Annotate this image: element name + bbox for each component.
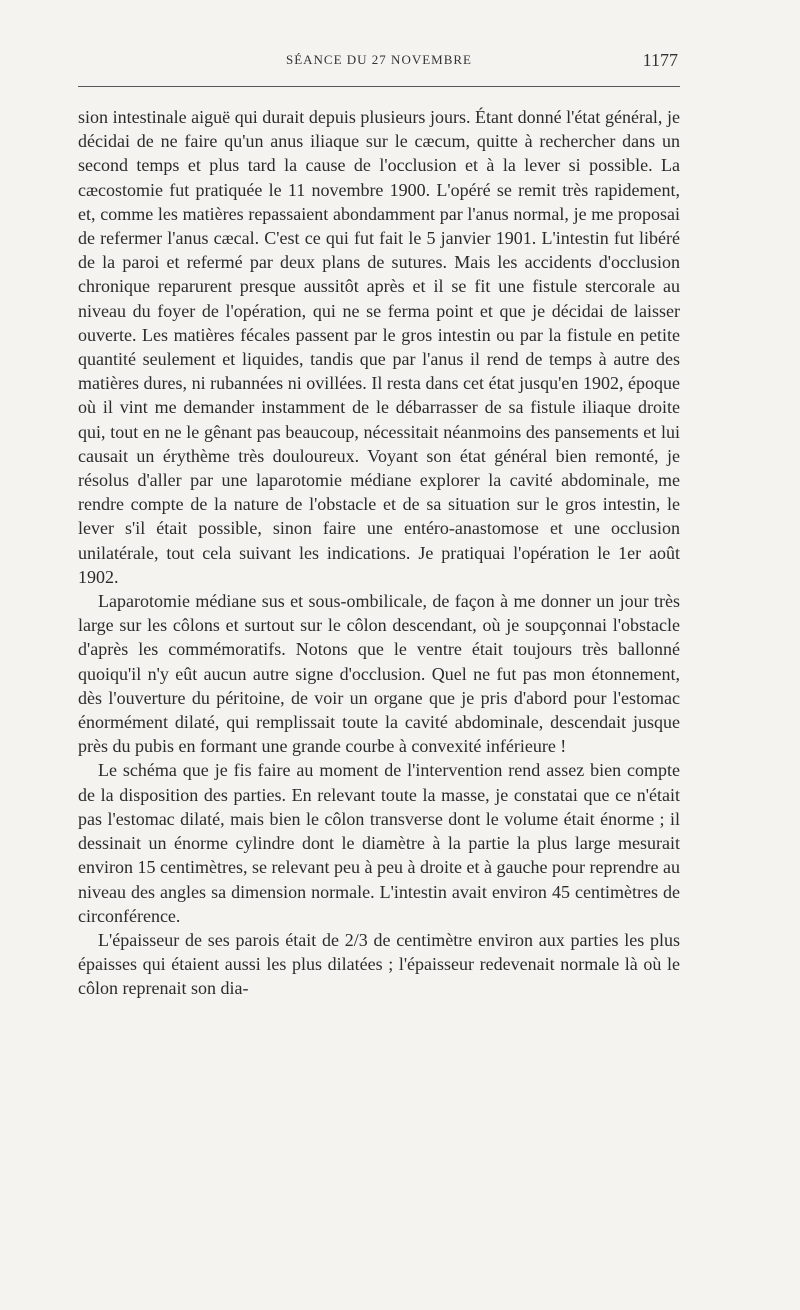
paragraph: Le schéma que je fis faire au moment de l'intervention rend assez bien compte de la disposition des parties. En relevant toute la masse, je constatai que ce n'était pas l'estomac dilaté, mais bien le côlon transverse dont le volume était énorme ; il dessinait un énorme cylindre dont le diamètre à la partie la plus large mesurait environ 15 centimètres, se relevant peu à peu à droite et à gauche pour reprendre au niveau des angles sa dimension normale. L'intestin avait environ 45 centimètres de circonférence. <box>78 760 680 926</box>
body-text <box>78 105 680 1001</box>
header-title: SÉANCE DU 27 NOVEMBRE <box>285 52 473 67</box>
paragraph: sion intestinale aiguë qui durait depuis plusieurs jours. Étant donné l'état général, je décidai de ne faire qu'un anus iliaque sur le cæcum, quitte à rechercher dans un second temps et plus tard la cause de l'occlusion et à la lever si possible. La cæcostomie fut pratiquée le 11 novembre 1900. L'opéré se remit très rapidement, et, comme les matières repassaient abondamment par l'anus normal, je me proposai de refermer l'anus cæcal. C'est ce qui fut fait le 5 janvier 1901. L'intestin fut libéré de la paroi et refermé par deux plans de sutures. Mais les accidents d'occlusion chronique reparurent presque aussitôt après et il se fit une fistule stercorale au niveau du foyer de l'opération, qui ne se ferma point et que je décidai de laisser ouverte. Les matières fécales passent par le gros intestin ou par la fistule en petite quantité seulement et liquides, tandis que par l'anus il rend de temps à autre des matières dures, ni rubannées ni ovillées. Il resta dans cet état jusqu'en 1902, époque où il vint me demander instamment de le débarrasser de sa fistule iliaque droite qui, tout en ne le gênant pas beaucoup, nécessitait néanmoins des pansements et lui causait un érythème très douloureux. Voyant son état général bien remonté, je résolus d'aller par une laparotomie médiane explorer la cavité abdominale, me rendre compte de la nature de l'obstacle et de sa situation sur le gros intestin, le lever s'il était possible, sinon faire une entéro-anastomose et une occlusion unilatérale, tout cela suivant les indications. Je pratiquai l'opération le 1er août 1902. <box>78 107 680 587</box>
running-header <box>78 52 680 72</box>
page-number: 1177 <box>642 50 678 70</box>
header-rule <box>78 86 680 87</box>
paragraph: Laparotomie médiane sus et sous-ombilicale, de façon à me donner un jour très large sur les côlons et surtout sur le côlon descendant, où je soupçonnai l'obstacle d'après les commémoratifs. Notons que le ventre était toujours très ballonné quoiqu'il n'y eût aucun autre signe d'occlusion. Quel ne fut pas mon étonnement, dès l'ouverture du péritoine, de voir un organe que je pris d'abord pour l'estomac énormément dilaté, qui remplissait toute la cavité abdominale, descendait jusque près du pubis en formant une grande courbe à convexité inférieure ! <box>78 591 680 757</box>
paragraph: L'épaisseur de ses parois était de 2/3 de centimètre environ aux parties les plus épaisses qui étaient aussi les plus dilatées ; l'épaisseur redevenait normale là où le côlon reprenait son dia- <box>78 929 680 999</box>
